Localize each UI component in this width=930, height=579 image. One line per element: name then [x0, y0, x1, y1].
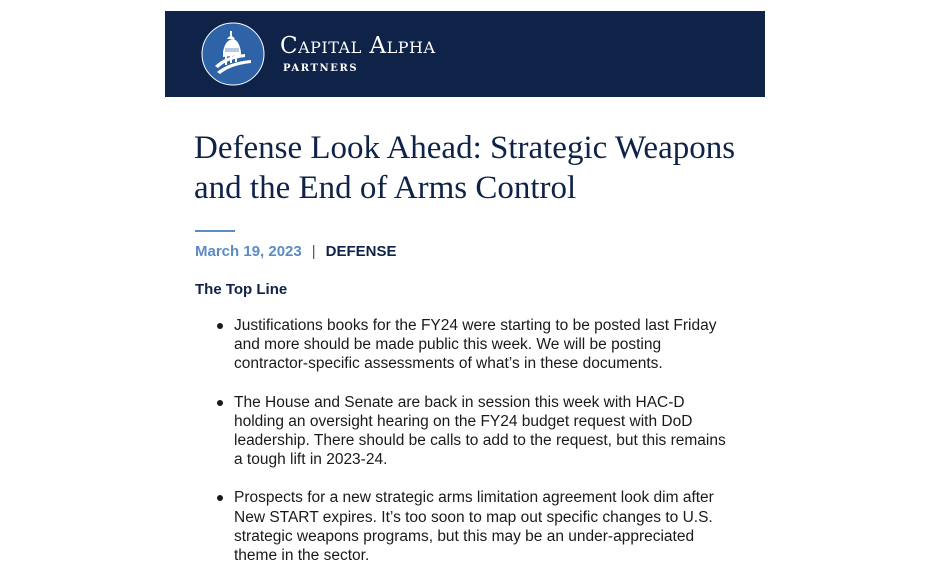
list-item: [195, 488, 735, 565]
brand-subtitle: PARTNERS: [283, 63, 359, 74]
article-date: March 19, 2023: [195, 243, 302, 260]
list-item: [195, 316, 735, 374]
title-divider: [195, 230, 235, 232]
brand-name: Capital Alpha: [280, 33, 436, 59]
meta-separator: |: [311, 243, 316, 260]
article-meta: [195, 243, 397, 260]
capitol-dome-icon: [201, 22, 265, 86]
section-heading: The Top Line: [195, 281, 288, 298]
bullet-text: The House and Senate are back in session this week with HAC-D holding an oversight hearing on the FY24 budget request with DoD leadership. There should be calls to add to the request, but this remains a tough lift in 2023-24.: [234, 393, 726, 469]
bullet-icon: [217, 495, 223, 501]
article-title: Defense Look Ahead: Strategic Weapons and the End of Arms Control: [194, 130, 736, 206]
bullet-icon: [217, 400, 223, 406]
list-item: [195, 393, 735, 470]
bullet-text: Prospects for a new strategic arms limitation agreement look dim after New START expires. It’s too soon to map out specific changes to U.S. strategic weapons programs, but this may be an under-appreciated theme in the sector.: [234, 489, 714, 565]
article-category[interactable]: DEFENSE: [325, 243, 397, 260]
header-banner: [165, 11, 765, 97]
bullet-text: Justifications books for the FY24 were starting to be posted last Friday and more should be made public this week. We will be posting contractor-specific assessments of what’s in these documents.: [234, 317, 717, 373]
bullet-list: [195, 316, 735, 579]
bullet-icon: [217, 323, 223, 329]
